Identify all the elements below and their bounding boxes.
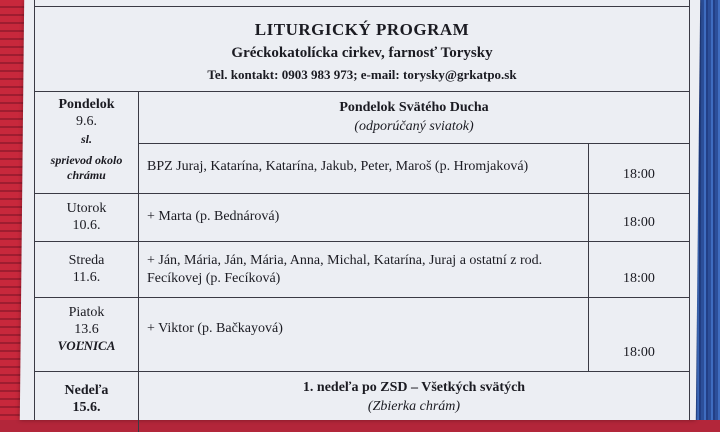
intention-text: BPZ Juraj, Katarína, Katarína, Jakub, Peter, Maroš (p. Hromjaková)	[147, 159, 529, 174]
day-cell	[35, 242, 139, 297]
intention-text: + Ján, Mária, Ján, Mária, Anna, Michal, Katarína, Juraj a ostatní z rod. Fecíkovej (p. Fecíková)	[147, 253, 543, 286]
intention-cell	[139, 298, 589, 371]
time-cell	[589, 194, 689, 241]
feast-title: 1. nedeľa po ZSD – Všetkých svätých	[302, 380, 526, 395]
table-row-nedela	[35, 372, 689, 432]
day-name: Nedeľa	[64, 383, 109, 398]
day-date: 10.6.	[72, 218, 101, 233]
top-border	[35, 6, 689, 7]
parish-name: Gréckokatolícka cirkev, farnosť Torysky	[231, 45, 493, 61]
table-row-utorok	[35, 194, 689, 242]
intention-cell	[139, 144, 589, 193]
day-date: 13.6	[74, 322, 99, 337]
day-date: 11.6.	[72, 270, 101, 285]
program-header	[35, 8, 689, 92]
feast-note: (Zbierka chrám)	[367, 399, 461, 414]
day-name: Utorok	[66, 201, 107, 216]
table-row-piatok	[35, 298, 689, 372]
mass-time: 18:00	[623, 271, 655, 286]
feast-cell	[139, 92, 689, 144]
day-cell	[35, 92, 139, 193]
day-name: Piatok	[68, 305, 105, 320]
liturgical-program-table	[34, 0, 690, 420]
intention-text: + Viktor (p. Bačkayová)	[147, 321, 283, 336]
contact-info: Tel. kontakt: 0903 983 973; e-mail: torysky@grkatpo.sk	[207, 67, 517, 82]
mass-time: 18:00	[623, 167, 655, 182]
feast-cell	[139, 372, 689, 426]
day-name: Streda	[68, 253, 105, 268]
intention-cell	[139, 242, 589, 297]
intention-cell	[139, 194, 589, 241]
day-cell	[35, 372, 139, 432]
day-date: 9.6.	[76, 114, 97, 129]
day-note: sl.	[80, 132, 92, 146]
day-cell	[35, 194, 139, 241]
time-cell	[589, 298, 689, 371]
table-row-streda	[35, 242, 689, 298]
day-name: Pondelok	[58, 97, 115, 112]
intention-text: + Marta (p. Bednárová)	[147, 209, 280, 224]
time-cell	[589, 144, 689, 193]
mass-time: 18:00	[623, 345, 655, 360]
mass-time: 18:00	[623, 215, 655, 230]
day-cell	[35, 298, 139, 371]
table-row-pondelok	[35, 92, 689, 194]
time-cell	[589, 242, 689, 297]
day-note-procession: sprievod okolo chrámu	[50, 153, 123, 182]
day-date: 15.6.	[72, 400, 101, 415]
feast-title: Pondelok Svätého Ducha	[339, 100, 489, 115]
day-note: VOĽNICA	[57, 338, 116, 353]
feast-note: (odporúčaný sviatok)	[354, 119, 474, 134]
page-title: LITURGICKÝ PROGRAM	[254, 20, 470, 39]
